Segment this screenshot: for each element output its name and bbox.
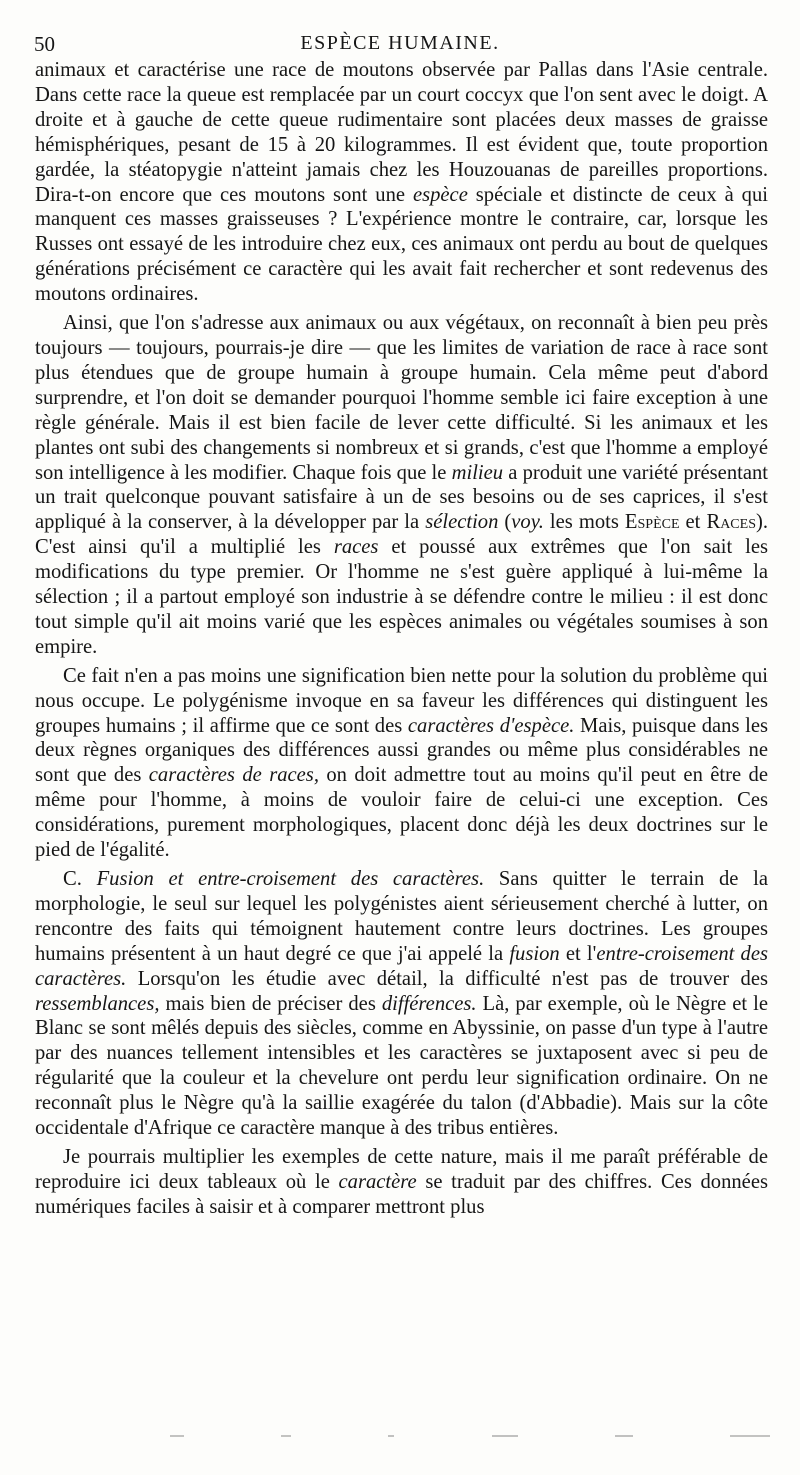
text-segment: entre-croisement des caractères. [35, 942, 768, 990]
text-segment: caractères d'espèce. [407, 714, 575, 737]
text-segment: voy. [511, 511, 544, 534]
text-segment: Races [706, 511, 756, 534]
text-segment: sélection [425, 511, 499, 534]
text-segment: Ce fait n'en a pas moins une signification bien nette pour la solution du problème qui nous occupe. Le polygénisme invoque en sa faveur les différences qui distinguent les groupes humains ; il affirme que ce sont des [35, 664, 768, 737]
text-segment: Mais, puisque dans les deux règnes organiques des différences aussi grandes ou même plus considérables ne sont que des [35, 714, 768, 787]
text-segment: a produit une variété présentant un trait quelconque pouvant satisfaire à un de ses besoins ou de ses caprices, il s'est appliqué à la conserver, à la développer par la [35, 461, 768, 534]
paragraph-4 [35, 867, 768, 1141]
paragraph-1 [35, 58, 768, 307]
paragraph-3 [35, 664, 768, 863]
footer-smudges [170, 1432, 770, 1440]
body-text [35, 58, 768, 1220]
paragraph-2 [35, 311, 768, 660]
text-segment: différences. [381, 992, 477, 1015]
text-segment: Ainsi, que l'on s'adresse aux animaux ou aux végétaux, on reconnaît à bien peu près toujours — toujours, pourrais-je dire — que les limites de variation de race à race sont plus étendues que de groupe humain à groupe humain. Cela même peut d'abord surprendre, et l'on doit se demander pourquoi l'homme semble ici faire exception à une règle générale. Mais il est bien facile de lever cette difficulté. Si les animaux et les plantes ont subi des changements si nombreux et si grands, c'est que l'homme a employé son intelligence à les modifier. Chaque fois que le [35, 312, 768, 484]
text-segment: Lorsqu'on les étudie avec détail, la difficulté n'est pas de trouver des [126, 967, 768, 990]
text-segment: Je pourrais multiplier les exemples de cette nature, mais il me paraît préférable de reproduire ici deux tableaux où le [35, 1145, 768, 1193]
text-segment: Là, par exemple, où le Nègre et le Blanc se sont mêlés depuis des siècles, comme en Abyssinie, on passe d'un type à l'autre par des nuances tellement intensibles et les caractères se juxtaposent avec si peu de régularité que la couleur et la chevelure ont perdu leur signification ordinaire. On ne reconnaît plus le Nègre qu'à la saillie exagérée du talon (d'Abbadie). Mais sur la côte occidentale d'Afrique ce caractère manque à des tribus entières. [35, 992, 768, 1140]
text-segment: et poussé aux extrêmes que l'on sait les modifications du type premier. Or l'homme ne s'est guère appliqué à lui-même la sélection ; il a partout employé son industrie à se défendre contre le milieu : il est donc tout simple qu'il ait moins varié que les espèces animales ou végétales soumises à son empire. [35, 536, 768, 658]
text-segment: ressemblances, [35, 992, 160, 1015]
text-segment: fusion [509, 942, 560, 965]
paragraph-5 [35, 1145, 768, 1220]
text-segment: on doit admettre tout au moins qu'il peut en être de même pour l'homme, à moins de vouloir faire de celui-ci une exception. Ces considérations, purement morphologiques, placent donc déjà les deux doctrines sur le pied de l'égalité. [35, 764, 768, 862]
text-segment: espèce [412, 183, 468, 206]
text-segment: C. [63, 868, 97, 890]
text-segment: Espèce [624, 511, 680, 534]
text-segment: et [679, 511, 707, 534]
text-segment: milieu [451, 461, 504, 484]
text-segment: animaux et caractérise une race de moutons observée par Pallas dans l'Asie centrale. Dans cette race la queue est remplacée par un court coccyx que l'on sent avec le doigt. A droite et à gauche de cette queue rudimentaire sont placées deux masses de graisse hémisphériques, pesant de 15 à 20 kilogrammes. Il est évident que, toute proportion gardée, la stéatopygie n'atteint jamais chez les Houzouanas de pareilles proportions. Dira-t-on encore que ces moutons sont une [35, 59, 768, 206]
text-segment: races [333, 536, 379, 559]
text-segment: les mots [543, 511, 625, 534]
text-segment: mais bien de préciser des [159, 992, 382, 1015]
page-header [32, 30, 768, 58]
text-segment: caractère [338, 1170, 417, 1193]
text-segment: se traduit par des chiffres. Ces données numériques faciles à saisir et à comparer mettront plus [35, 1170, 768, 1218]
text-segment: Sans quitter le terrain de la morphologie, le seul sur lequel les polygénistes aient sérieusement cherché à lutter, on rencontre des faits qui témoignent hautement contre leurs doctrines. Les groupes humains présentent à un haut degré ce que j'ai appelé la [35, 868, 769, 965]
text-segment: caractères de races, [148, 764, 319, 787]
running-title: ESPÈCE HUMAINE. [300, 32, 500, 54]
text-segment: ). C'est ainsi qu'il a multiplié les [35, 511, 768, 559]
text-segment: spéciale et distincte de ceux à qui manquent ces masses graisseuses ? L'expérience montre le contraire, car, lorsque les Russes ont essayé de les introduire chez eux, ces animaux ont perdu au bout de quelques générations précisément ce caractère qui les avait fait rechercher et sont redevenus des moutons ordinaires. [35, 183, 768, 306]
text-segment: ( [498, 511, 512, 534]
text-segment: et l' [559, 942, 597, 965]
page-number: 50 [34, 32, 55, 56]
text-segment: Fusion et entre-croisement des caractères. [96, 868, 485, 890]
